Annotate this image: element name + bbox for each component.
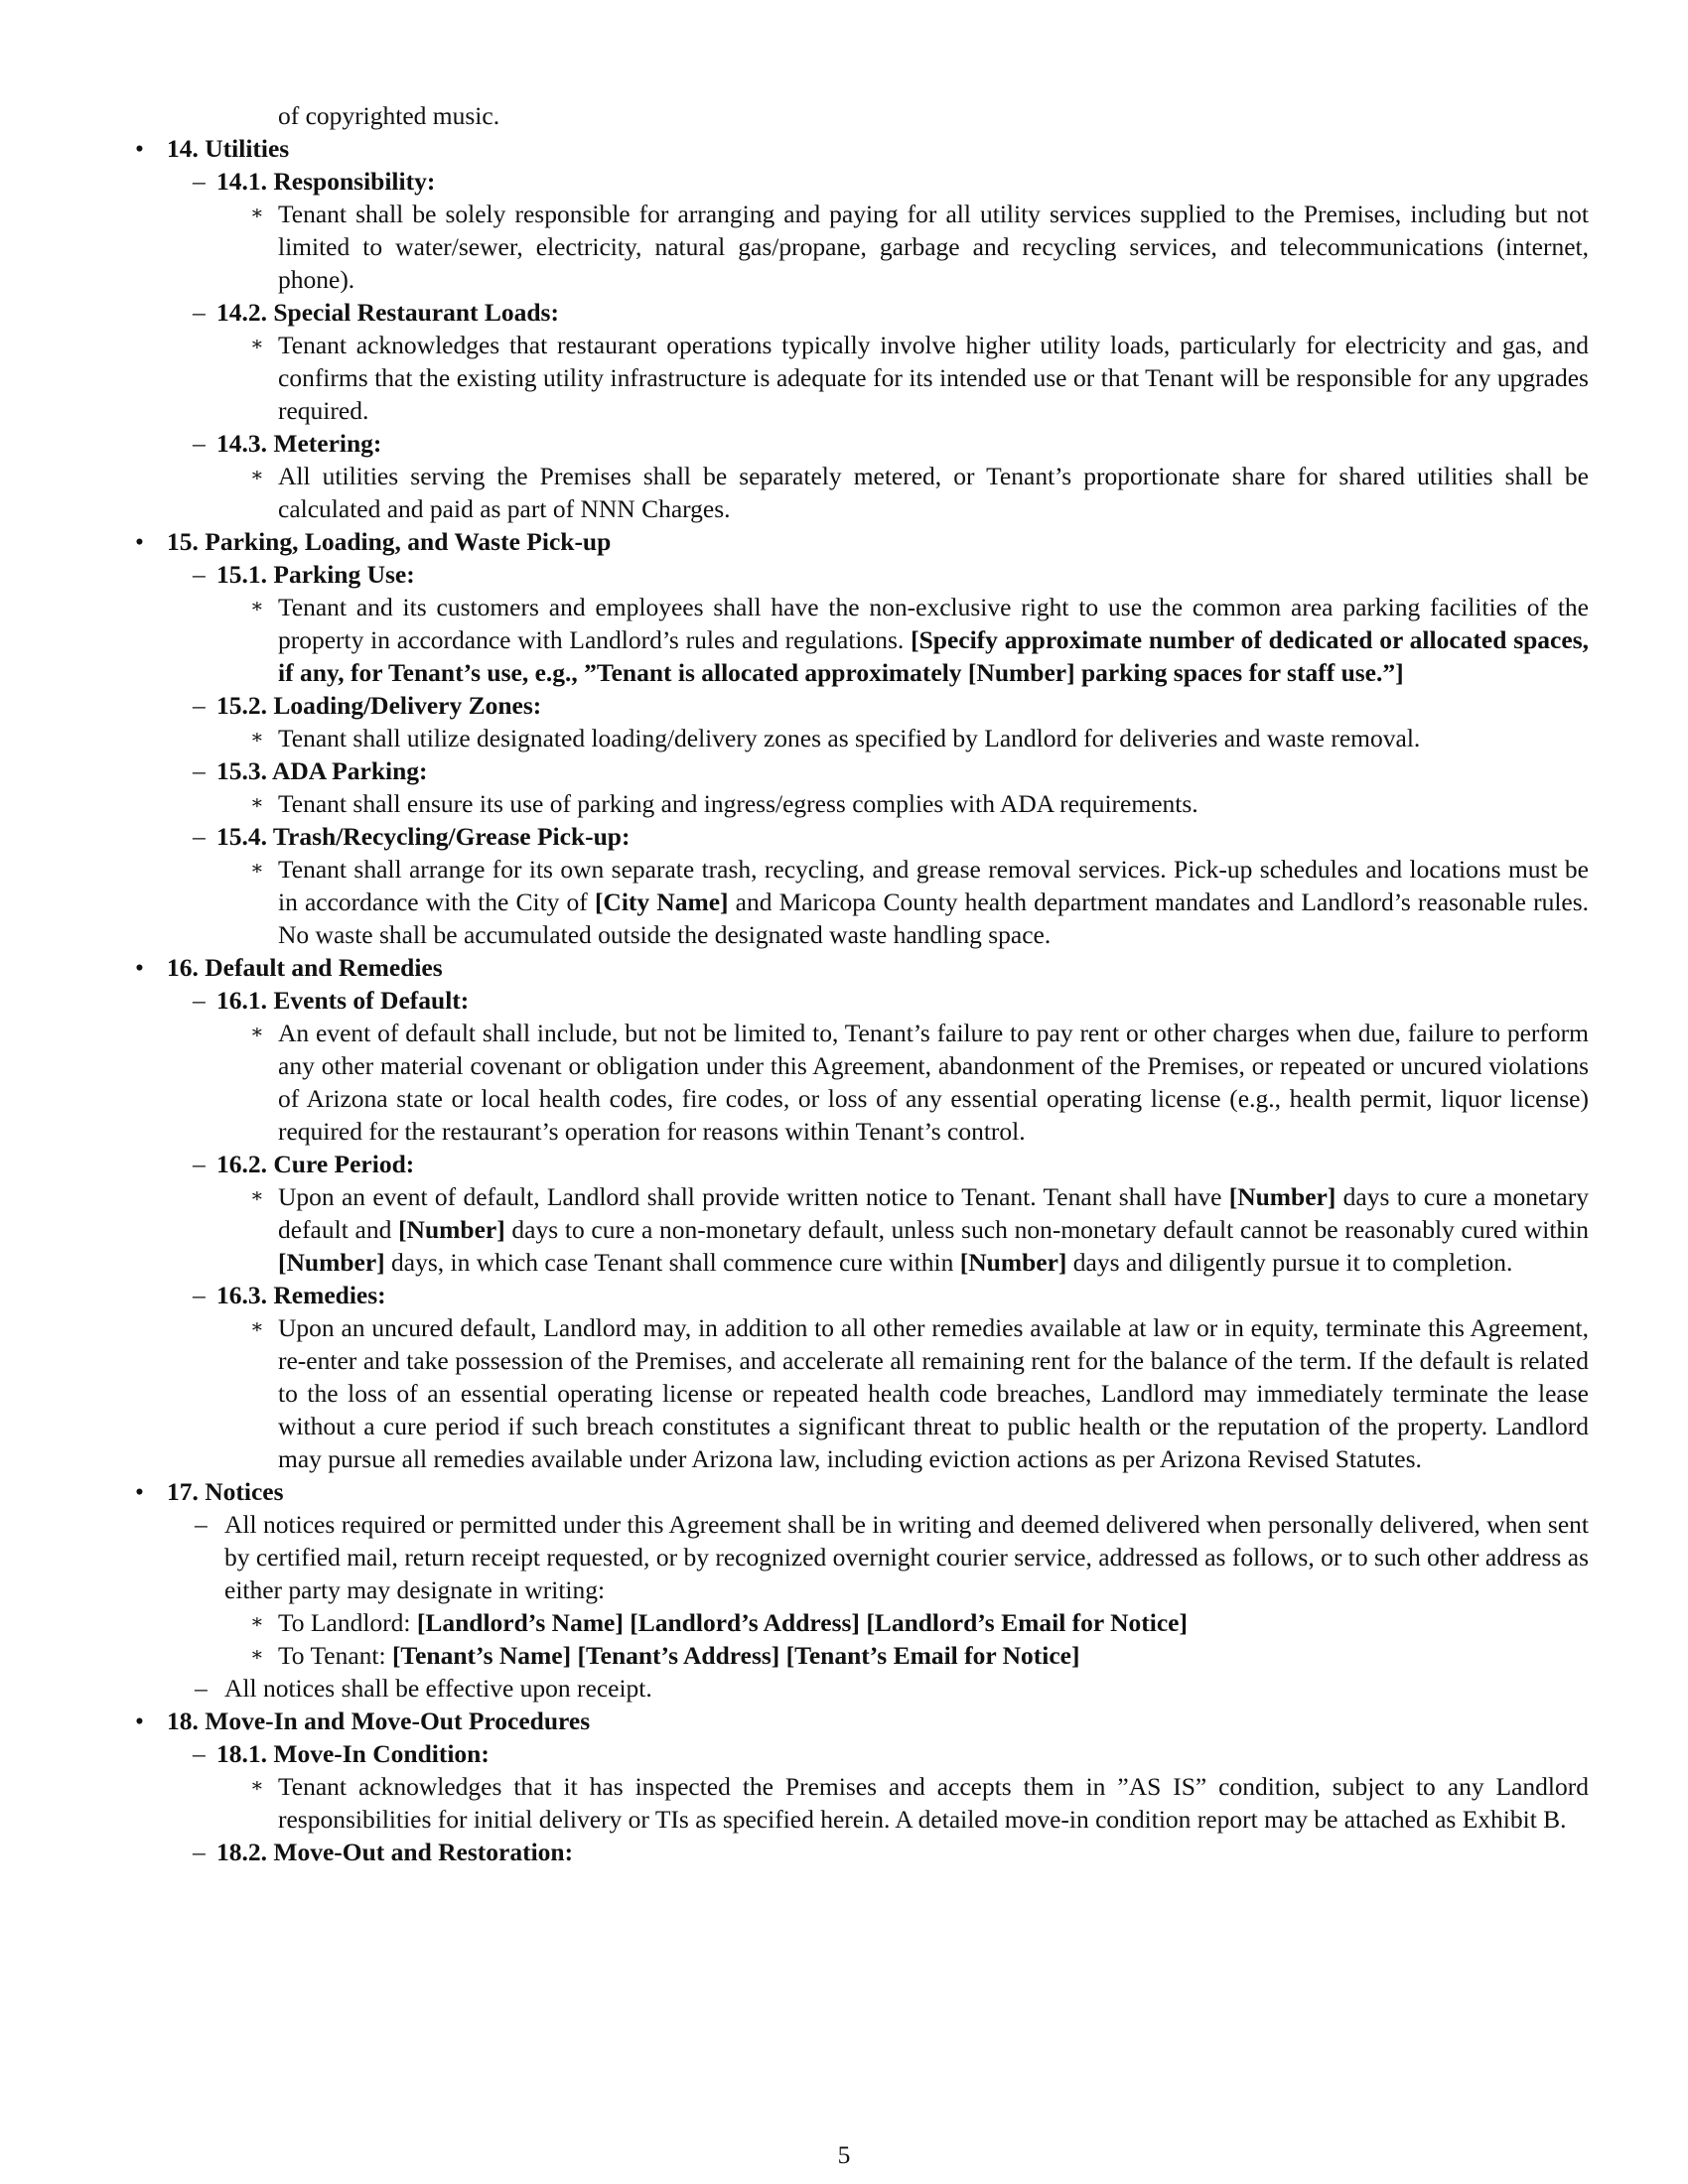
subsection-heading: 14.1. Responsibility: (216, 167, 436, 196)
asterisk-icon: ∗ (250, 1316, 264, 1338)
asterisk-icon: ∗ (250, 727, 264, 749)
subsection-15-3 (131, 754, 1589, 787)
lead-in-text: of copyrighted music. (278, 101, 500, 130)
clause-text: Tenant acknowledges that restaurant operations typically involve higher utility loads, particularly for electricity and gas, and confirms that the existing utility infrastructure is adequate for its intended use or that Tenant will be responsible for any upgrades required. (278, 331, 1589, 425)
subsection-heading: 16.3. Remedies: (216, 1281, 386, 1309)
dash-icon: – (193, 429, 206, 458)
subsection-14-3 (131, 427, 1589, 460)
clause-text: Tenant acknowledges that it has inspected the Premises and accepts them in ”AS IS” condition, subject to any Landlord responsibilities for initial delivery or TIs as specified herein. A detailed move-in condition report may be attached as Exhibit B. (278, 1772, 1589, 1834)
placeholder-tenant-name: [Tenant’s Name] (391, 1641, 572, 1670)
asterisk-icon: ∗ (250, 1775, 264, 1797)
dash-icon: – (193, 560, 206, 589)
clause-text: days to cure a non-monetary default, unless such non-monetary default cannot be reasonably cured within (511, 1215, 1590, 1244)
asterisk-icon: ∗ (250, 792, 264, 814)
bullet-icon: • (135, 953, 144, 982)
section-16-heading: 16. Default and Remedies (167, 953, 443, 982)
clause-18-1 (131, 1770, 1589, 1836)
dash-icon: – (193, 167, 206, 196)
document-body (131, 99, 1589, 1868)
clause-14-2 (131, 329, 1589, 427)
subsection-15-1 (131, 558, 1589, 591)
placeholder-city-name: [City Name] (594, 887, 729, 916)
subsection-heading: 18.2. Move-Out and Restoration: (216, 1838, 574, 1866)
subsection-16-1 (131, 984, 1589, 1017)
section-18 (131, 1705, 1589, 1737)
clause-15-2 (131, 722, 1589, 754)
subsection-heading: 14.3. Metering: (216, 429, 382, 458)
subsection-16-2 (131, 1148, 1589, 1180)
placeholder-tenant-email: [Tenant’s Email for Notice] (785, 1641, 1080, 1670)
placeholder-number: [Number] (959, 1248, 1067, 1277)
subsection-15-2 (131, 689, 1589, 722)
clause-16-3 (131, 1311, 1589, 1475)
clause-text: Tenant shall arrange for its own separate trash, recycling, and grease removal services. Pick-up schedules and locations must be in accordance with the City of (278, 855, 1589, 916)
bullet-icon: • (135, 134, 144, 163)
placeholder-tenant-address: [Tenant’s Address] (577, 1641, 780, 1670)
subsection-heading: 15.2. Loading/Delivery Zones: (216, 691, 542, 720)
clause-text: All utilities serving the Premises shall be separately metered, or Tenant’s proportionate share for shared utilities shall be calculated and paid as part of NNN Charges. (278, 462, 1589, 523)
dash-icon: – (195, 1510, 208, 1539)
bullet-icon: • (135, 1706, 144, 1735)
asterisk-icon: ∗ (250, 1022, 264, 1043)
asterisk-icon: ∗ (250, 1185, 264, 1207)
bullet-icon: • (135, 1477, 144, 1506)
asterisk-icon: ∗ (250, 1644, 264, 1666)
subsection-14-1 (131, 165, 1589, 198)
clause-15-1 (131, 591, 1589, 689)
dash-icon: – (193, 691, 206, 720)
subsection-15-4 (131, 820, 1589, 853)
clause-15-3 (131, 787, 1589, 820)
dash-icon: – (193, 822, 206, 851)
section-14 (131, 132, 1589, 165)
clause-text: All notices required or permitted under this Agreement shall be in writing and deemed delivered when personally delivered, when sent by certified mail, return receipt requested, or by recognized overnight courier service, addressed as follows, or to such other address as either party may designate in writing: (224, 1510, 1589, 1604)
dash-icon: – (193, 1739, 206, 1768)
clause-text: All notices shall be effective upon receipt. (224, 1674, 652, 1703)
section-17-heading: 17. Notices (167, 1477, 284, 1506)
clause-text: Tenant and its customers and employees shall have the non-exclusive right to use the common area parking facilities of the property in accordance with Landlord’s rules and regulations. (278, 593, 1589, 654)
notice-tenant (131, 1639, 1589, 1672)
clause-text: Tenant shall be solely responsible for arranging and paying for all utility services supplied to the Premises, including but not limited to water/sewer, electricity, natural gas/propane, garbage and recycling services, and telecommunications (internet, phone). (278, 200, 1589, 294)
clause-15-4 (131, 853, 1589, 951)
dash-icon: – (193, 1150, 206, 1178)
dash-icon: – (193, 986, 206, 1015)
clause-14-1 (131, 198, 1589, 296)
placeholder-landlord-email: [Landlord’s Email for Notice] (866, 1608, 1188, 1637)
placeholder-number: [Number] (398, 1215, 505, 1244)
clause-text: days to cure a monetary default and (278, 1182, 1589, 1244)
clause-text: Tenant shall utilize designated loading/delivery zones as specified by Landlord for deliveries and waste removal. (278, 724, 1421, 752)
dash-icon: – (195, 1674, 208, 1703)
notices-clause (131, 1508, 1589, 1606)
dash-icon: – (193, 1281, 206, 1309)
section-18-heading: 18. Move-In and Move-Out Procedures (167, 1706, 591, 1735)
clause-14-3 (131, 460, 1589, 525)
placeholder-parking-spaces: [Specify approximate number of dedicated or allocated spaces, if any, for Tenant’s use, e.g., ”Tenant is allocated approximately [Number] parking spaces for staff use.”] (278, 625, 1589, 687)
subsection-18-1 (131, 1737, 1589, 1770)
clause-text: Upon an event of default, Landlord shall provide written notice to Tenant. Tenant shall have (278, 1182, 1222, 1211)
section-17 (131, 1475, 1589, 1508)
placeholder-number: [Number] (1228, 1182, 1336, 1211)
subsection-heading: 16.1. Events of Default: (216, 986, 470, 1015)
clause-text: and Maricopa County health department mandates and Landlord’s reasonable rules. No waste shall be accumulated outside the designated waste handling space. (278, 887, 1590, 949)
asterisk-icon: ∗ (250, 465, 264, 486)
clause-16-1 (131, 1017, 1589, 1148)
subsection-14-2 (131, 296, 1589, 329)
bullet-icon: • (135, 527, 144, 556)
notices-effective-clause (131, 1672, 1589, 1705)
subsection-heading: 15.3. ADA Parking: (216, 756, 428, 785)
section-15 (131, 525, 1589, 558)
asterisk-icon: ∗ (250, 1611, 264, 1633)
asterisk-icon: ∗ (250, 858, 264, 880)
clause-text: days and diligently pursue it to completion. (1072, 1248, 1513, 1277)
asterisk-icon: ∗ (250, 596, 264, 617)
placeholder-landlord-name: [Landlord’s Name] (416, 1608, 624, 1637)
clause-16-2 (131, 1180, 1589, 1279)
asterisk-icon: ∗ (250, 203, 264, 224)
dash-icon: – (193, 756, 206, 785)
subsection-heading: 16.2. Cure Period: (216, 1150, 415, 1178)
subsection-heading: 14.2. Special Restaurant Loads: (216, 298, 559, 327)
clause-text: days, in which case Tenant shall commence cure within (391, 1248, 954, 1277)
clause-text: An event of default shall include, but not be limited to, Tenant’s failure to pay rent or other charges when due, failure to perform any other material covenant or obligation under this Agreement, abandonment of the Premises, or repeated or uncured violations of Arizona state or local health codes, fire codes, or loss of any essential operating license (e.g., health permit, liquor license) required for the restaurant’s operation for reasons within Tenant’s control. (278, 1019, 1589, 1146)
section-16 (131, 951, 1589, 984)
subsection-heading: 18.1. Move-In Condition: (216, 1739, 490, 1768)
subsection-16-3 (131, 1279, 1589, 1311)
subsection-18-2 (131, 1836, 1589, 1868)
page-number: 5 (837, 2140, 851, 2169)
dash-icon: – (193, 1838, 206, 1866)
dash-icon: – (193, 298, 206, 327)
subsection-heading: 15.1. Parking Use: (216, 560, 415, 589)
asterisk-icon: ∗ (250, 334, 264, 355)
notice-landlord (131, 1606, 1589, 1639)
section-14-heading: 14. Utilities (167, 134, 290, 163)
placeholder-landlord-address: [Landlord’s Address] (630, 1608, 860, 1637)
section-15-heading: 15. Parking, Loading, and Waste Pick-up (167, 527, 612, 556)
clause-text: Tenant shall ensure its use of parking and ingress/egress complies with ADA requirements. (278, 789, 1198, 818)
notice-label: To Landlord: (278, 1608, 411, 1637)
subsection-heading: 15.4. Trash/Recycling/Grease Pick-up: (216, 822, 631, 851)
notice-label: To Tenant: (278, 1641, 386, 1670)
placeholder-number: [Number] (278, 1248, 385, 1277)
clause-text: Upon an uncured default, Landlord may, in addition to all other remedies available at law or in equity, terminate this Agreement, re-enter and take possession of the Premises, and accelerate all remaining rent for the balance of the term. If the default is related to the loss of an essential operating license or repeated health code breaches, Landlord may immediately terminate the lease without a cure period if such breach constitutes a significant threat to public health or the reputation of the property. Landlord may pursue all remedies available under Arizona law, including eviction actions as per Arizona Revised Statutes. (278, 1313, 1589, 1473)
